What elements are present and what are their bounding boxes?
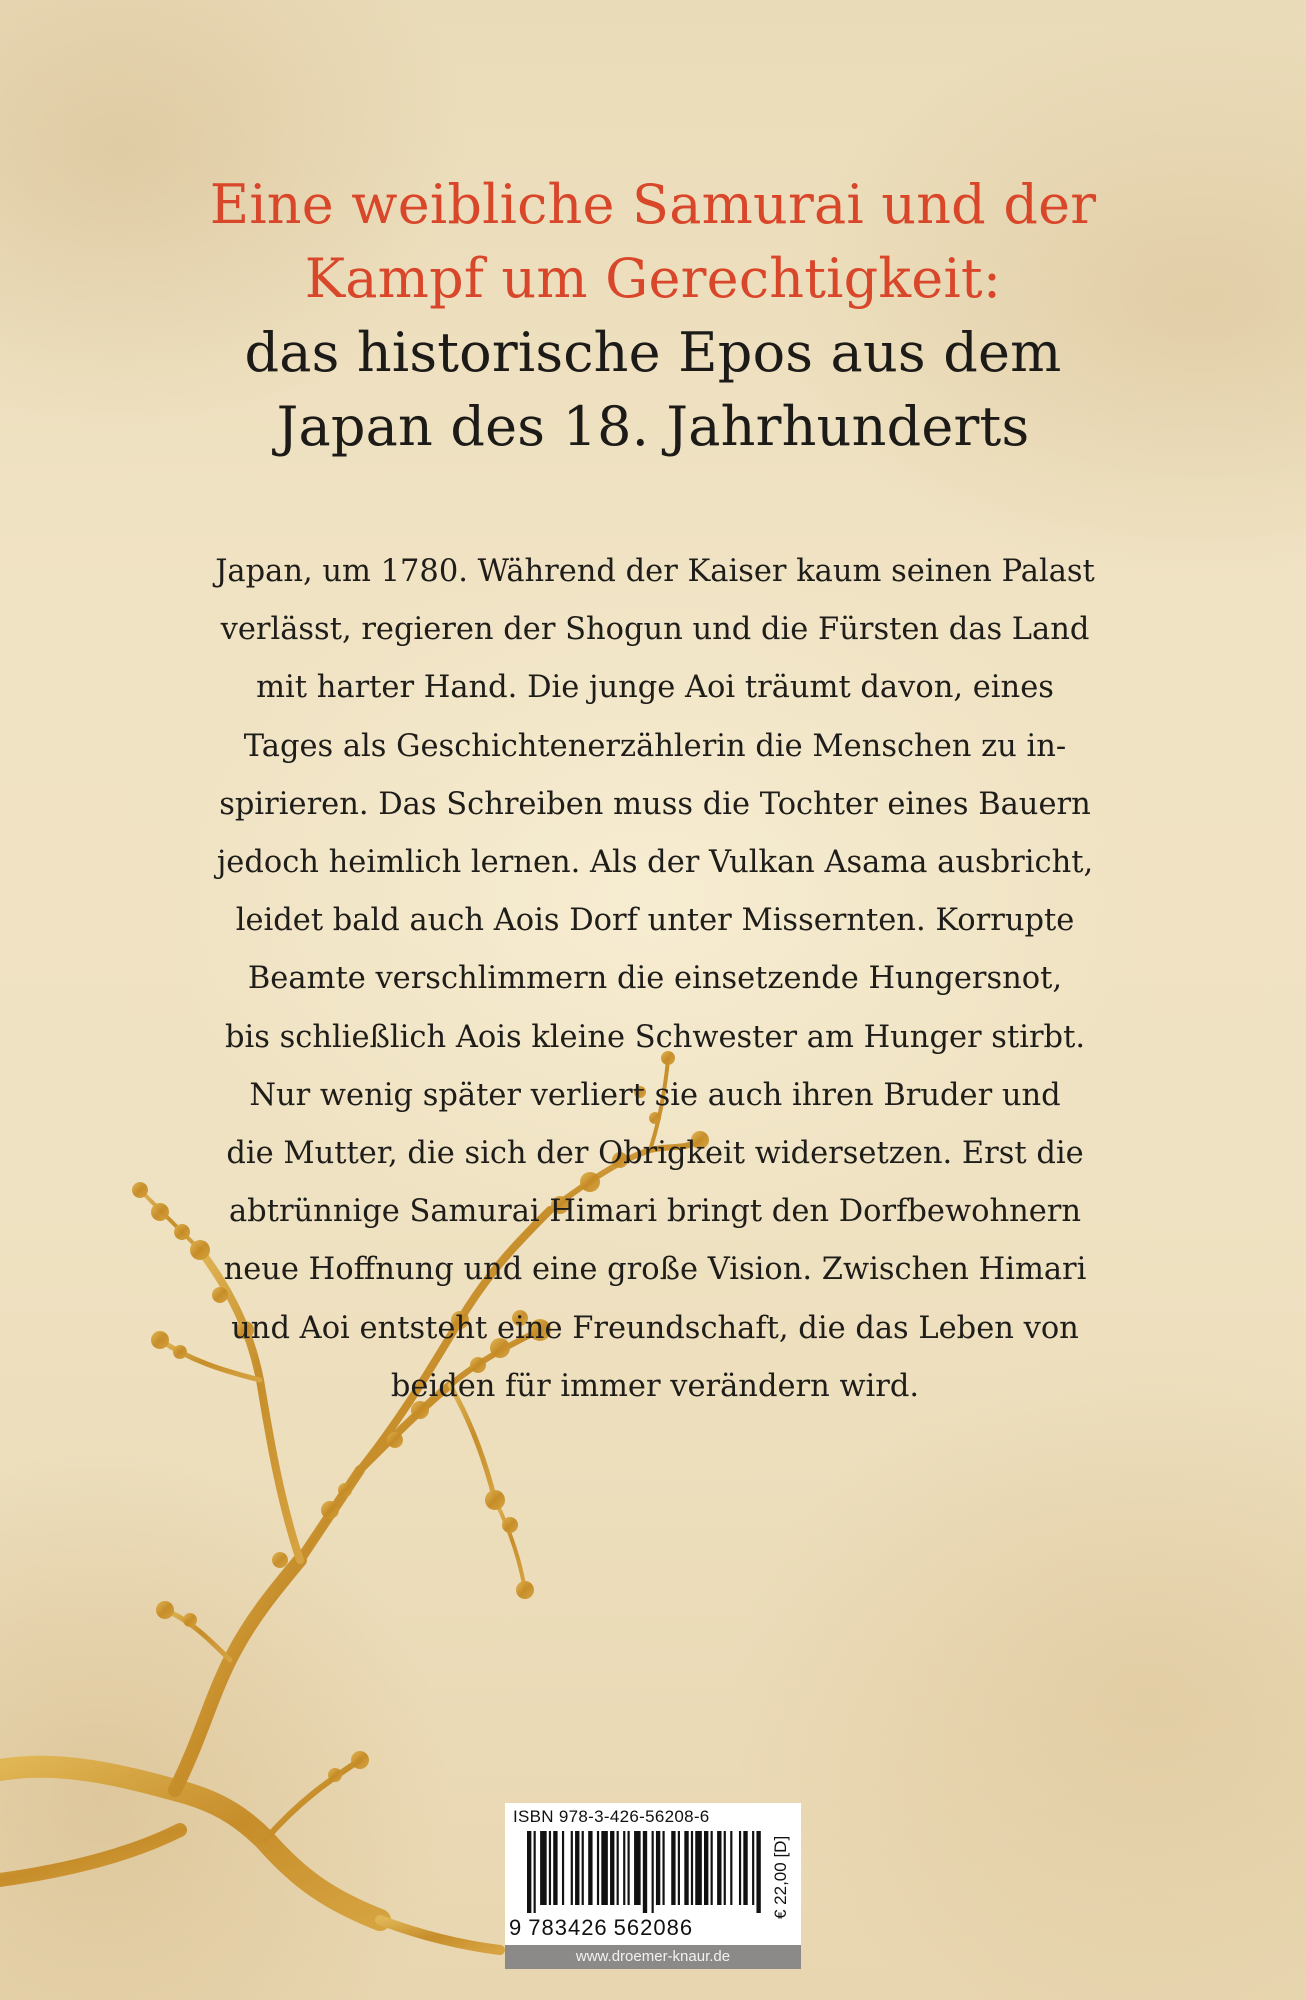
barcode-bar: [534, 1831, 536, 1913]
barcode-bar: [695, 1831, 702, 1905]
barcode-bar: [684, 1831, 688, 1905]
barcode-bar: [704, 1831, 708, 1905]
blurb-line: spirieren. Das Schreiben muss die Tochter eines Bauern: [219, 786, 1091, 822]
blurb-line: neue Hoffnung und eine große Vision. Zwischen Himari: [223, 1252, 1087, 1288]
barcode-bar: [743, 1831, 747, 1905]
barcode-box: [505, 1803, 801, 1945]
barcode-bar: [717, 1831, 721, 1905]
blurb-line: jedoch heimlich lernen. Als der Vulkan Asama ausbricht,: [216, 845, 1094, 881]
barcode-bar: [671, 1831, 675, 1905]
barcode-digits: [509, 1915, 769, 1941]
blurb-line: die Mutter, die sich der Obrigkeit widersetzen. Erst die: [226, 1136, 1084, 1172]
blurb-text: [190, 543, 1120, 1416]
barcode-graphic: [527, 1831, 763, 1913]
barcode-bar: [643, 1831, 647, 1913]
blurb-line: mit harter Hand. Die junge Aoi träumt davon, eines: [256, 670, 1054, 706]
barcode-bar: [678, 1831, 680, 1905]
barcode-bar: [634, 1831, 641, 1905]
barcode-bar: [571, 1831, 573, 1905]
barcode-bar: [623, 1831, 625, 1905]
blurb-line: Beamte verschlimmern die einsetzende Hungersnot,: [247, 961, 1063, 997]
barcode-bar: [691, 1831, 693, 1905]
barcode-digit-right: 562086: [613, 1915, 694, 1940]
barcode-bar: [739, 1831, 741, 1905]
blurb-line: beiden für immer verändern wird.: [390, 1368, 920, 1404]
barcode-bar: [752, 1831, 754, 1905]
barcode-bar: [662, 1831, 664, 1905]
barcode-bar: [549, 1831, 551, 1905]
headline-line-2: Kampf um Gerechtigkeit:: [304, 247, 1002, 310]
barcode-bar: [582, 1831, 584, 1905]
blurb-line: leidet bald auch Aois Dorf unter Missernten. Korrupte: [235, 903, 1075, 939]
barcode-bar: [575, 1831, 579, 1905]
blurb-line: und Aoi entsteht eine Freundschaft, die das Leben von: [231, 1310, 1079, 1346]
headline-line-1: Eine weibliche Samurai und der: [209, 173, 1097, 236]
barcode-bar: [601, 1831, 608, 1905]
headline: [130, 168, 1176, 464]
blurb-line: Japan, um 1780. Während der Kaiser kaum seinen Palast: [215, 554, 1095, 589]
headline-line-3: das historische Epos aus dem: [244, 321, 1062, 384]
barcode-bar: [656, 1831, 660, 1905]
barcode-bar: [610, 1831, 614, 1905]
blurb-line: Tages als Geschichtenerzählerin die Menschen zu in-: [243, 728, 1067, 764]
barcode-bar: [730, 1831, 732, 1905]
headline-line-4: Japan des 18. Jahrhunderts: [276, 395, 1030, 458]
barcode-bar: [652, 1831, 654, 1913]
barcode-bar: [588, 1831, 592, 1905]
blurb-line: abtrünnige Samurai Himari bringt den Dorfbewohnern: [228, 1194, 1082, 1230]
barcode-bar: [562, 1831, 564, 1905]
blurb-line: verlässt, regieren der Shogun und die Fürsten das Land: [220, 612, 1090, 648]
blurb-line: Nur wenig später verliert sie auch ihren Bruder und: [249, 1077, 1061, 1113]
publisher-website: www.droemer-knaur.de: [505, 1945, 801, 1969]
barcode-bar: [628, 1831, 630, 1905]
blurb-line: bis schließlich Aois kleine Schwester am Hunger stirbt.: [224, 1019, 1086, 1055]
barcode-bar: [553, 1831, 557, 1905]
price-label: € 22,00 [D]: [771, 1835, 790, 1919]
barcode-digit-left: 783426: [528, 1915, 608, 1940]
barcode-bar: [756, 1831, 760, 1913]
isbn-label: ISBN 978-3-426-56208-6: [513, 1807, 710, 1826]
barcode-bar: [617, 1831, 619, 1905]
barcode-bar: [724, 1831, 726, 1905]
barcode-bar: [540, 1831, 547, 1905]
barcode-bar: [527, 1831, 531, 1913]
barcode-digit-lead: 9: [509, 1915, 523, 1940]
barcode-bar: [597, 1831, 599, 1905]
barcode-bar: [711, 1831, 713, 1905]
